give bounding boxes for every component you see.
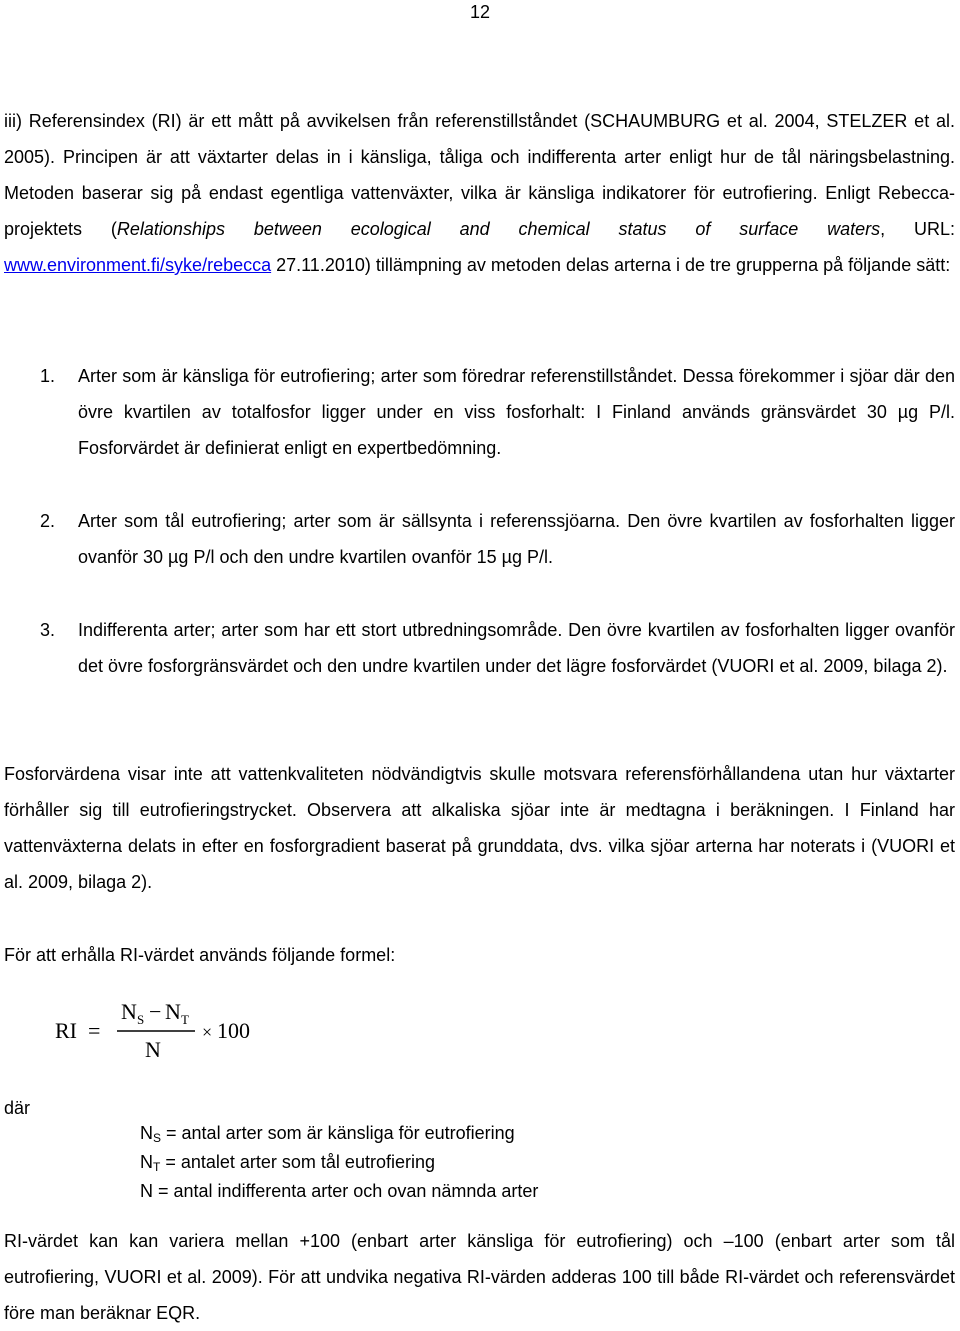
formula-lhs: RI xyxy=(55,1018,77,1043)
formula-intro: För att erhålla RI-värdet används följande formel: xyxy=(4,945,396,965)
intro-text-3: 27.11.2010) tillämpning av metoden delas arterna i de tre grupperna på följande sätt: xyxy=(271,255,951,275)
definition-sub: S xyxy=(153,1131,162,1145)
list-item-3 xyxy=(40,612,955,684)
intro-text-1: iii) Referensindex (RI) är ett mått på avvikelsen från referenstillståndet (SCHAUMBURG et al. 2004, STELZER et al. 2005). Principen är att växtarter delas in i känsliga, tåliga och indifferenta arter enligt hur de tål näringsbelastning. Metoden baserar sig på endast egentliga vattenväxter, vilka är känsliga indikatorer för eutrofiering. Enligt Rebecca-projektets ( xyxy=(4,111,955,239)
definitions-list xyxy=(140,1121,538,1203)
definition-nt xyxy=(140,1150,538,1179)
definition-symbol: N xyxy=(140,1152,153,1172)
definition-symbol: N xyxy=(140,1181,153,1201)
definition-n xyxy=(140,1179,538,1203)
phosphorus-paragraph: Fosforvärdena visar inte att vattenkvaliteten nödvändigtvis skulle motsvara referensförhållandena utan hur växtarter förhåller sig till eutrofieringstrycket. Observera att alkaliska sjöar inte är medtagna i beräkningen. I Finland har vattenväxterna delats in efter en fosforgradient baserat på grunddata, dvs. vilka sjöar arterna har noterats i (VUORI et al. 2009, bilaga 2). xyxy=(4,764,955,892)
formula-nt-sub: T xyxy=(181,1012,189,1027)
definition-text: = antal indifferenta arter och ovan nämnda arter xyxy=(153,1181,539,1201)
list-item-number: 1. xyxy=(40,366,56,386)
rebecca-project-title: Relationships between ecological and chemical status of surface waters xyxy=(116,219,881,239)
page-number: 12 xyxy=(469,2,491,22)
list-item-2 xyxy=(40,503,955,575)
ri-formula xyxy=(55,995,275,1065)
list-item-text: Arter som är känsliga för eutrofiering; arter som föredrar referenstillståndet. Dessa förekommer i sjöar där den övre kvartilen av totalfosfor ligger under en viss fosforhalt: I Finland används gränsvärdet 30 µg P/l. Fosforvärdet är definierat enligt en expertbedömning. xyxy=(78,366,955,458)
formula-denominator: N xyxy=(145,1037,161,1062)
intro-paragraph xyxy=(4,103,955,283)
list-item-text: Indifferenta arter; arter som har ett stort utbredningsområde. Den övre kvartilen av fosforhalten ligger ovanför det övre fosforgränsvärdet och den undre kvartilen under det lägre fosforvärdet (VUORI et al. 2009, bilaga 2). xyxy=(78,620,955,676)
formula-factor: 100 xyxy=(217,1018,250,1043)
rebecca-url-link[interactable]: www.environment.fi/syke/rebecca xyxy=(4,255,272,275)
definition-text: = antalet arter som tål eutrofiering xyxy=(160,1152,435,1172)
list-item-text: Arter som tål eutrofiering; arter som är sällsynta i referenssjöarna. Den övre kvartilen av fosforhalten ligger ovanför 30 µg P/l och den undre kvartilen ovanför 15 µg P/l. xyxy=(78,511,955,567)
definition-ns xyxy=(140,1121,538,1150)
definition-symbol: N xyxy=(140,1123,153,1143)
intro-text-2: , URL: xyxy=(880,219,955,239)
formula-equals: = xyxy=(88,1018,101,1043)
list-item-number: 3. xyxy=(40,620,56,640)
list-item-number: 2. xyxy=(40,511,56,531)
formula-times: × xyxy=(202,1022,213,1042)
where-label: där xyxy=(4,1098,31,1118)
definition-sub: T xyxy=(153,1160,161,1174)
formula-minus: − xyxy=(149,999,162,1024)
formula-nt: N xyxy=(165,999,181,1024)
definition-text: = antal arter som är känsliga för eutrofiering xyxy=(161,1123,515,1143)
formula-ns-sub: S xyxy=(137,1012,145,1027)
ri-range-paragraph: RI-värdet kan kan variera mellan +100 (enbart arter känsliga för eutrofiering) och –100 (enbart arter som tål eutrofiering, VUORI et al. 2009). För att undvika negativa RI-värden adderas 100 till både RI-värdet och referensvärdet före man beräknar EQR. xyxy=(4,1231,955,1323)
list-item-1 xyxy=(40,358,955,466)
formula-ns: N xyxy=(121,999,137,1024)
